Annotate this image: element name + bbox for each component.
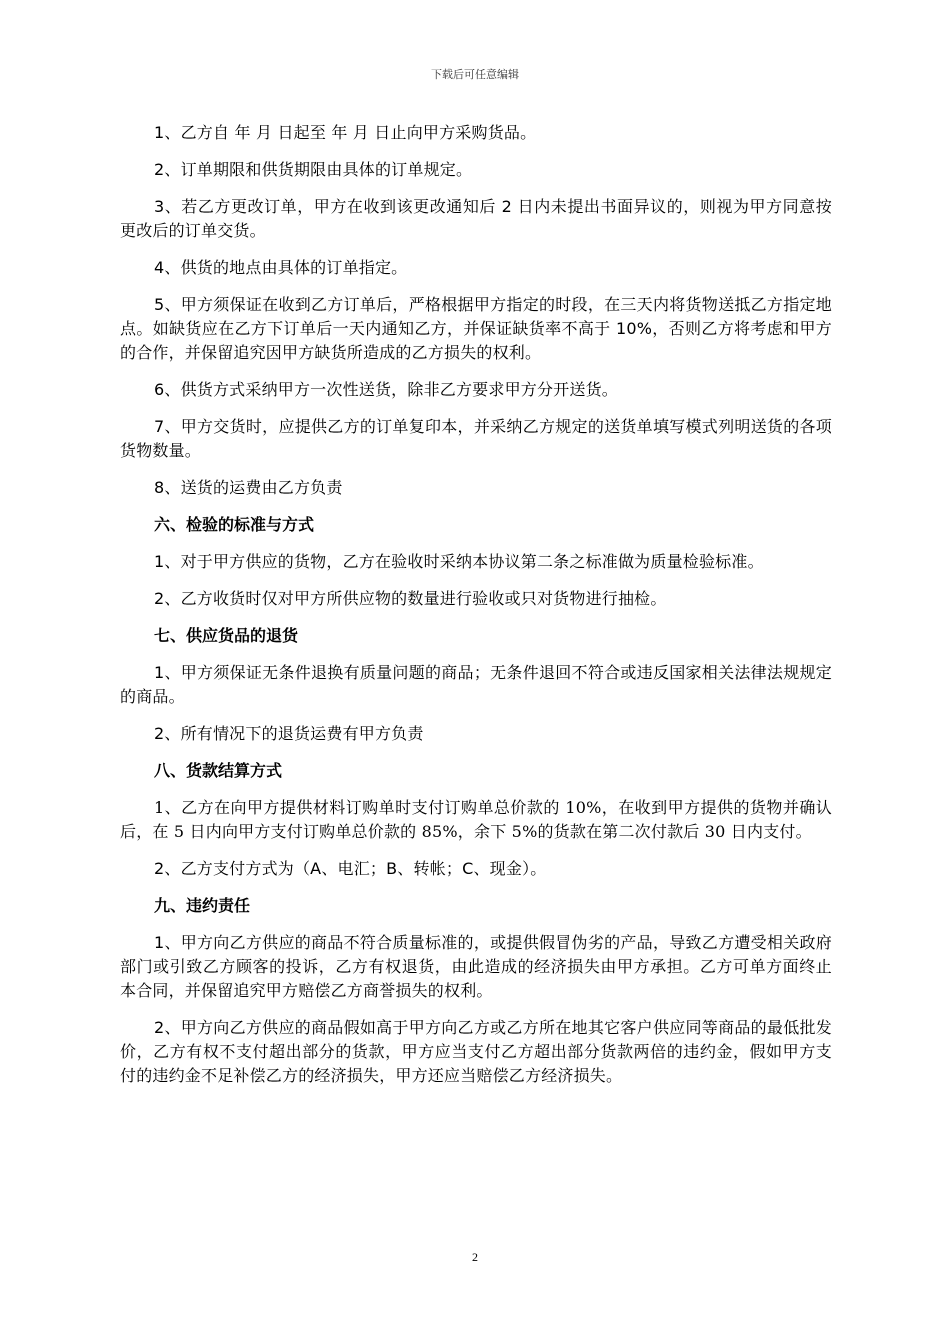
paragraph: 1、甲方须保证无条件退换有质量问题的商品；无条件退回不符合或违反国家相关法律法规规定的商品。 — [120, 663, 832, 706]
paragraph: 3、若乙方更改订单，甲方在收到该更改通知后 2 日内未提出书面异议的，则视为甲方同意按更改后的订单交货。 — [120, 197, 832, 240]
document-body — [120, 121, 832, 1101]
paragraph: 1、乙方自 年 月 日起至 年 月 日止向甲方采购货品。 — [154, 123, 537, 142]
paragraph: 2、乙方支付方式为（A、电汇；B、转帐；C、现金）。 — [154, 859, 547, 878]
paragraph: 6、供货方式采纳甲方一次性送货，除非乙方要求甲方分开送货。 — [154, 380, 618, 399]
page-header: 下载后可任意编辑 — [431, 68, 519, 81]
paragraph: 7、甲方交货时，应提供乙方的订单复印本，并采纳乙方规定的送货单填写模式列明送货的各项货物数量。 — [120, 417, 832, 460]
section-heading: 八、货款结算方式 — [154, 761, 283, 780]
paragraph: 2、所有情况下的退货运费有甲方负责 — [154, 724, 424, 743]
page-number: 2 — [472, 1250, 478, 1264]
paragraph: 2、乙方收货时仅对甲方所供应物的数量进行验收或只对货物进行抽检。 — [154, 589, 667, 608]
section-heading: 九、违约责任 — [154, 896, 251, 915]
paragraph: 2、订单期限和供货期限由具体的订单规定。 — [154, 160, 473, 179]
paragraph: 1、对于甲方供应的货物，乙方在验收时采纳本协议第二条之标准做为质量检验标准。 — [154, 552, 764, 571]
paragraph: 1、甲方向乙方供应的商品不符合质量标准的，或提供假冒伪劣的产品，导致乙方遭受相关政府部门或引致乙方顾客的投诉，乙方有权退货，由此造成的经济损失由甲方承担。乙方可单方面终止本合同，并保留追究甲方赔偿乙方商誉损失的权利。 — [120, 933, 832, 1000]
paragraph: 5、甲方须保证在收到乙方订单后，严格根据甲方指定的时段，在三天内将货物送抵乙方指定地点。如缺货应在乙方下订单后一天内通知乙方，并保证缺货率不高于 10%，否则乙方将考虑和甲方的合作，并保留追究因甲方缺货所造成的乙方损失的权利。 — [120, 295, 832, 362]
paragraph: 4、供货的地点由具体的订单指定。 — [154, 258, 408, 277]
paragraph: 8、送货的运费由乙方负责 — [154, 478, 343, 497]
paragraph: 2、甲方向乙方供应的商品假如高于甲方向乙方或乙方所在地其它客户供应同等商品的最低批发价，乙方有权不支付超出部分的货款，甲方应当支付乙方超出部分货款两倍的违约金，假如甲方支付的违约金不足补偿乙方的经济损失，甲方还应当赔偿乙方经济损失。 — [120, 1018, 832, 1085]
paragraph: 1、乙方在向甲方提供材料订购单时支付订购单总价款的 10%，在收到甲方提供的货物并确认后，在 5 日内向甲方支付订购单总价款的 85%，余下 5%的货款在第二次付款后 30 日内支付。 — [120, 798, 832, 841]
section-heading: 七、供应货品的退货 — [154, 626, 299, 645]
section-heading: 六、检验的标准与方式 — [154, 515, 315, 534]
